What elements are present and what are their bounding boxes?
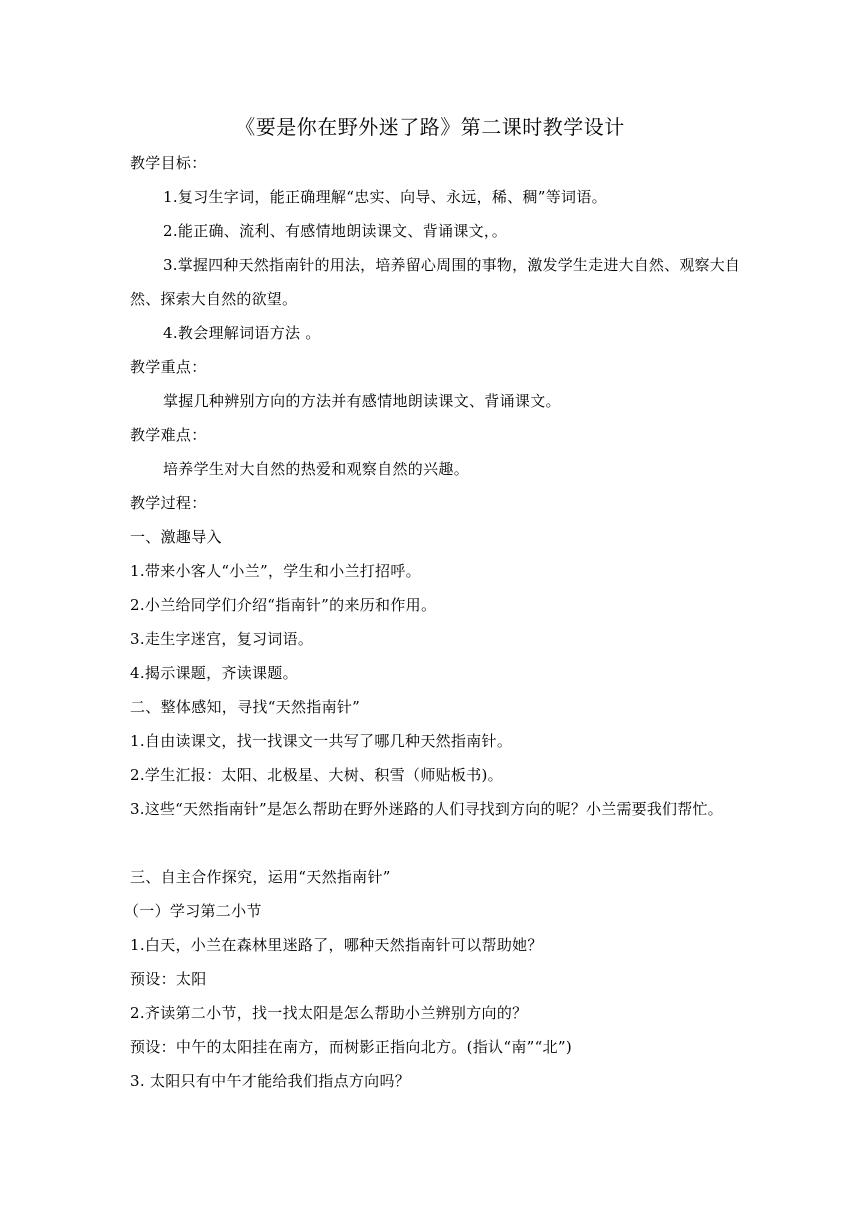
- objective-item-4: 4.教会理解词语方法 。: [163, 324, 321, 342]
- section3-item-4: 预设：中午的太阳挂在南方，而树影正指向北方。(指认“南”“北”): [130, 1038, 572, 1056]
- section3-heading: 三、自主合作探究，运用“天然指南针”: [130, 868, 391, 886]
- section3-item-5: 3. 太阳只有中午才能给我们指点方向吗？: [130, 1072, 411, 1090]
- objective-item-3: 3.掌握四种天然指南针的用法，培养留心周围的事物，激发学生走进大自然、观察大自然、探索大自然的欲望。: [130, 256, 741, 308]
- difficulties-text: 培养学生对大自然的热爱和观察自然的兴趣。: [163, 460, 470, 478]
- section1-item-1: 1.带来小客人“小兰”，学生和小兰打招呼。: [130, 562, 421, 580]
- section1-item-2: 2.小兰给同学们介绍“指南针”的来历和作用。: [130, 596, 437, 614]
- section1-item-4: 4.揭示课题，齐读课题。: [130, 664, 298, 682]
- objectives-heading: 教学目标：: [130, 154, 207, 172]
- section2-item-2: 2.学生汇报：太阳、北极星、大树、积雪（师贴板书)。: [130, 766, 503, 784]
- process-heading: 教学过程：: [130, 494, 207, 512]
- difficulties-heading: 教学难点：: [130, 426, 207, 444]
- section2-item-3: 3.这些“天然指南针”是怎么帮助在野外迷路的人们寻找到方向的呢？小兰需要我们帮忙。: [130, 800, 723, 818]
- document-title: 《要是你在野外迷了路》第二课时教学设计: [235, 115, 625, 139]
- section3-item-1: 1.白天，小兰在森林里迷路了，哪种天然指南针可以帮助她？: [130, 936, 543, 954]
- section1-item-3: 3.走生字迷宫，复习词语。: [130, 630, 314, 648]
- key-points-heading: 教学重点：: [130, 358, 207, 376]
- objective-item-1: 1.复习生字词，能正确理解“忠实、向导、永远，稀、稠”等词语。: [163, 188, 607, 206]
- section3-subheading: （一）学习第二小节: [124, 902, 262, 920]
- section3-item-3: 2.齐读第二小节，找一找太阳是怎么帮助小兰辨别方向的？: [130, 1004, 528, 1022]
- key-points-text: 掌握几种辨别方向的方法并有感情地朗读课文、背诵课文。: [163, 392, 561, 410]
- section3-item-2: 预设：太阳: [130, 970, 207, 988]
- section1-heading: 一、激趣导入: [130, 528, 222, 546]
- section2-item-1: 1.自由读课文，找一找课文一共写了哪几种天然指南针。: [130, 732, 513, 750]
- objective-item-2: 2.能正确、流利、有感情地朗读课文、背诵课文，。: [163, 222, 508, 240]
- section2-heading: 二、整体感知，寻找“天然指南针”: [130, 698, 361, 716]
